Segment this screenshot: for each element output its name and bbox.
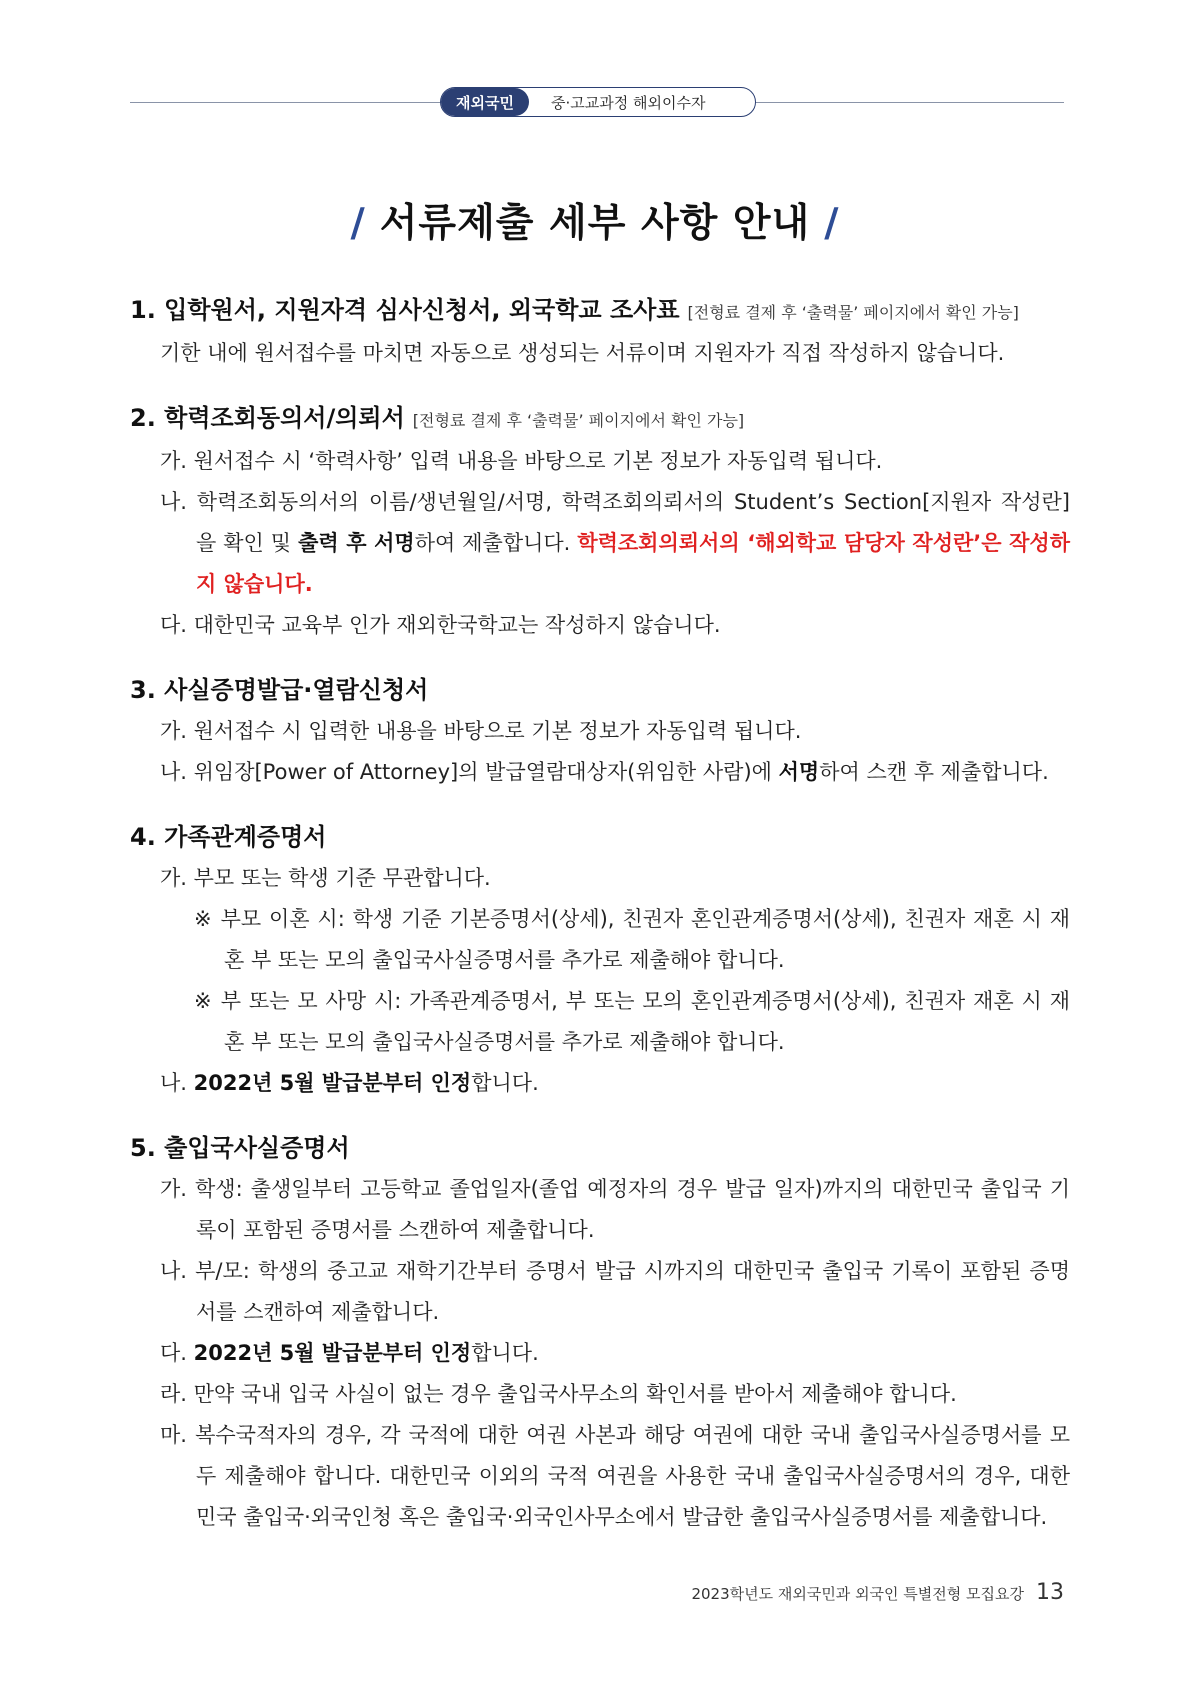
section-text: 기한 내에 원서접수를 마치면 자동으로 생성되는 서류이며 지원자가 직접 작성하지 않습니다. xyxy=(160,341,1005,365)
section-note: [전형료 결제 후 ‘출력물’ 페이지에서 확인 가능] xyxy=(687,303,1019,322)
document-body xyxy=(130,290,1070,1562)
page-number: 13 xyxy=(1036,1580,1064,1605)
section-5 xyxy=(130,1128,1070,1538)
section-heading: 1. 입학원서, 지원자격 심사신청서, 외국학교 조사표 [전형료 결제 후 ‘출력물’ 페이지에서 확인 가능] xyxy=(130,296,1019,324)
list-item: 나. 학력조회동의서의 이름/생년월일/서명, 학력조회의뢰서의 Student’s Section[지원자 작성란]을 확인 및 출력 후 서명하여 제출합니다. 학력조회의뢰서의 ‘해외학교 담당자 작성란’은 작성하지 않습니다. xyxy=(160,490,1070,596)
section-heading: 5. 출입국사실증명서 xyxy=(130,1134,350,1162)
emphasis: 출력 후 서명 xyxy=(298,531,415,555)
section-4 xyxy=(130,817,1070,1104)
list-item: 마. 복수국적자의 경우, 각 국적에 대한 여권 사본과 해당 여권에 대한 국내 출입국사실증명서를 모두 제출해야 합니다. 대한민국 이외의 국적 여권을 사용한 국내 출입국사실증명서의 경우, 대한민국 출입국·외국인청 혹은 출입국·외국인사무소에서 발급한 출입국사실증명서를 제출합니다. xyxy=(160,1423,1070,1529)
list-item: 가. 원서접수 시 입력한 내용을 바탕으로 기본 정보가 자동입력 됩니다. xyxy=(160,719,802,743)
title-slash-right-icon: / xyxy=(824,201,840,246)
section-note: [전형료 결제 후 ‘출력물’ 페이지에서 확인 가능] xyxy=(412,411,745,430)
warning-text: 학력조회의뢰서의 ‘해외학교 담당자 작성란’은 작성하지 않습니다. xyxy=(196,531,1070,596)
section-heading: 4. 가족관계증명서 xyxy=(130,823,327,851)
header-tag: 재외국민 xyxy=(441,88,529,116)
list-item: 가. 부모 또는 학생 기준 무관합니다. xyxy=(160,866,491,890)
section-1 xyxy=(130,290,1070,374)
page-title xyxy=(0,192,1190,248)
list-item: 가. 학생: 출생일부터 고등학교 졸업일자(졸업 예정자의 경우 발급 일자)까지의 대한민국 출입국 기록이 포함된 증명서를 스캔하여 제출합니다. xyxy=(160,1177,1070,1242)
section-heading: 2. 학력조회동의서/의뢰서 [전형료 결제 후 ‘출력물’ 페이지에서 확인 가능] xyxy=(130,404,745,432)
header-badge xyxy=(440,87,756,117)
title-slash-left-icon: / xyxy=(350,201,366,246)
note-item: ※ 부 또는 모 사망 시: 가족관계증명서, 부 또는 모의 혼인관계증명서(상세), 친권자 재혼 시 재혼 부 또는 모의 출입국사실증명서를 추가로 제출해야 합니다. xyxy=(194,989,1070,1054)
list-item: 다. 대한민국 교육부 인가 재외한국학교는 작성하지 않습니다. xyxy=(160,613,721,637)
list-item: 가. 원서접수 시 ‘학력사항’ 입력 내용을 바탕으로 기본 정보가 자동입력 됩니다. xyxy=(160,449,883,473)
section-heading: 3. 사실증명발급·열람신청서 xyxy=(130,676,429,704)
section-3 xyxy=(130,670,1070,793)
list-item: 나. 위임장[Power of Attorney]의 발급열람대상자(위임한 사람)에 서명하여 스캔 후 제출합니다. xyxy=(160,760,1049,784)
footer-text: 2023학년도 재외국민과 외국인 특별전형 모집요강 xyxy=(691,1585,1024,1603)
list-item: 다. 2022년 5월 발급분부터 인정합니다. xyxy=(160,1341,539,1365)
header-subtitle: 중·고교과정 해외이수자 xyxy=(551,93,706,112)
emphasis: 2022년 5월 발급분부터 인정 xyxy=(193,1341,472,1365)
note-item: ※ 부모 이혼 시: 학생 기준 기본증명서(상세), 친권자 혼인관계증명서(상세), 친권자 재혼 시 재혼 부 또는 모의 출입국사실증명서를 추가로 제출해야 합니다. xyxy=(194,907,1070,972)
section-2 xyxy=(130,398,1070,646)
list-item: 나. 부/모: 학생의 중고교 재학기간부터 증명서 발급 시까지의 대한민국 출입국 기록이 포함된 증명서를 스캔하여 제출합니다. xyxy=(160,1259,1070,1324)
emphasis: 서명 xyxy=(778,760,820,784)
page-title-text: 서류제출 세부 사항 안내 xyxy=(379,201,811,246)
list-item: 나. 2022년 5월 발급분부터 인정합니다. xyxy=(160,1071,539,1095)
page-footer xyxy=(691,1580,1064,1605)
list-item: 라. 만약 국내 입국 사실이 없는 경우 출입국사무소의 확인서를 받아서 제출해야 합니다. xyxy=(160,1382,957,1406)
emphasis: 2022년 5월 발급분부터 인정 xyxy=(193,1071,472,1095)
